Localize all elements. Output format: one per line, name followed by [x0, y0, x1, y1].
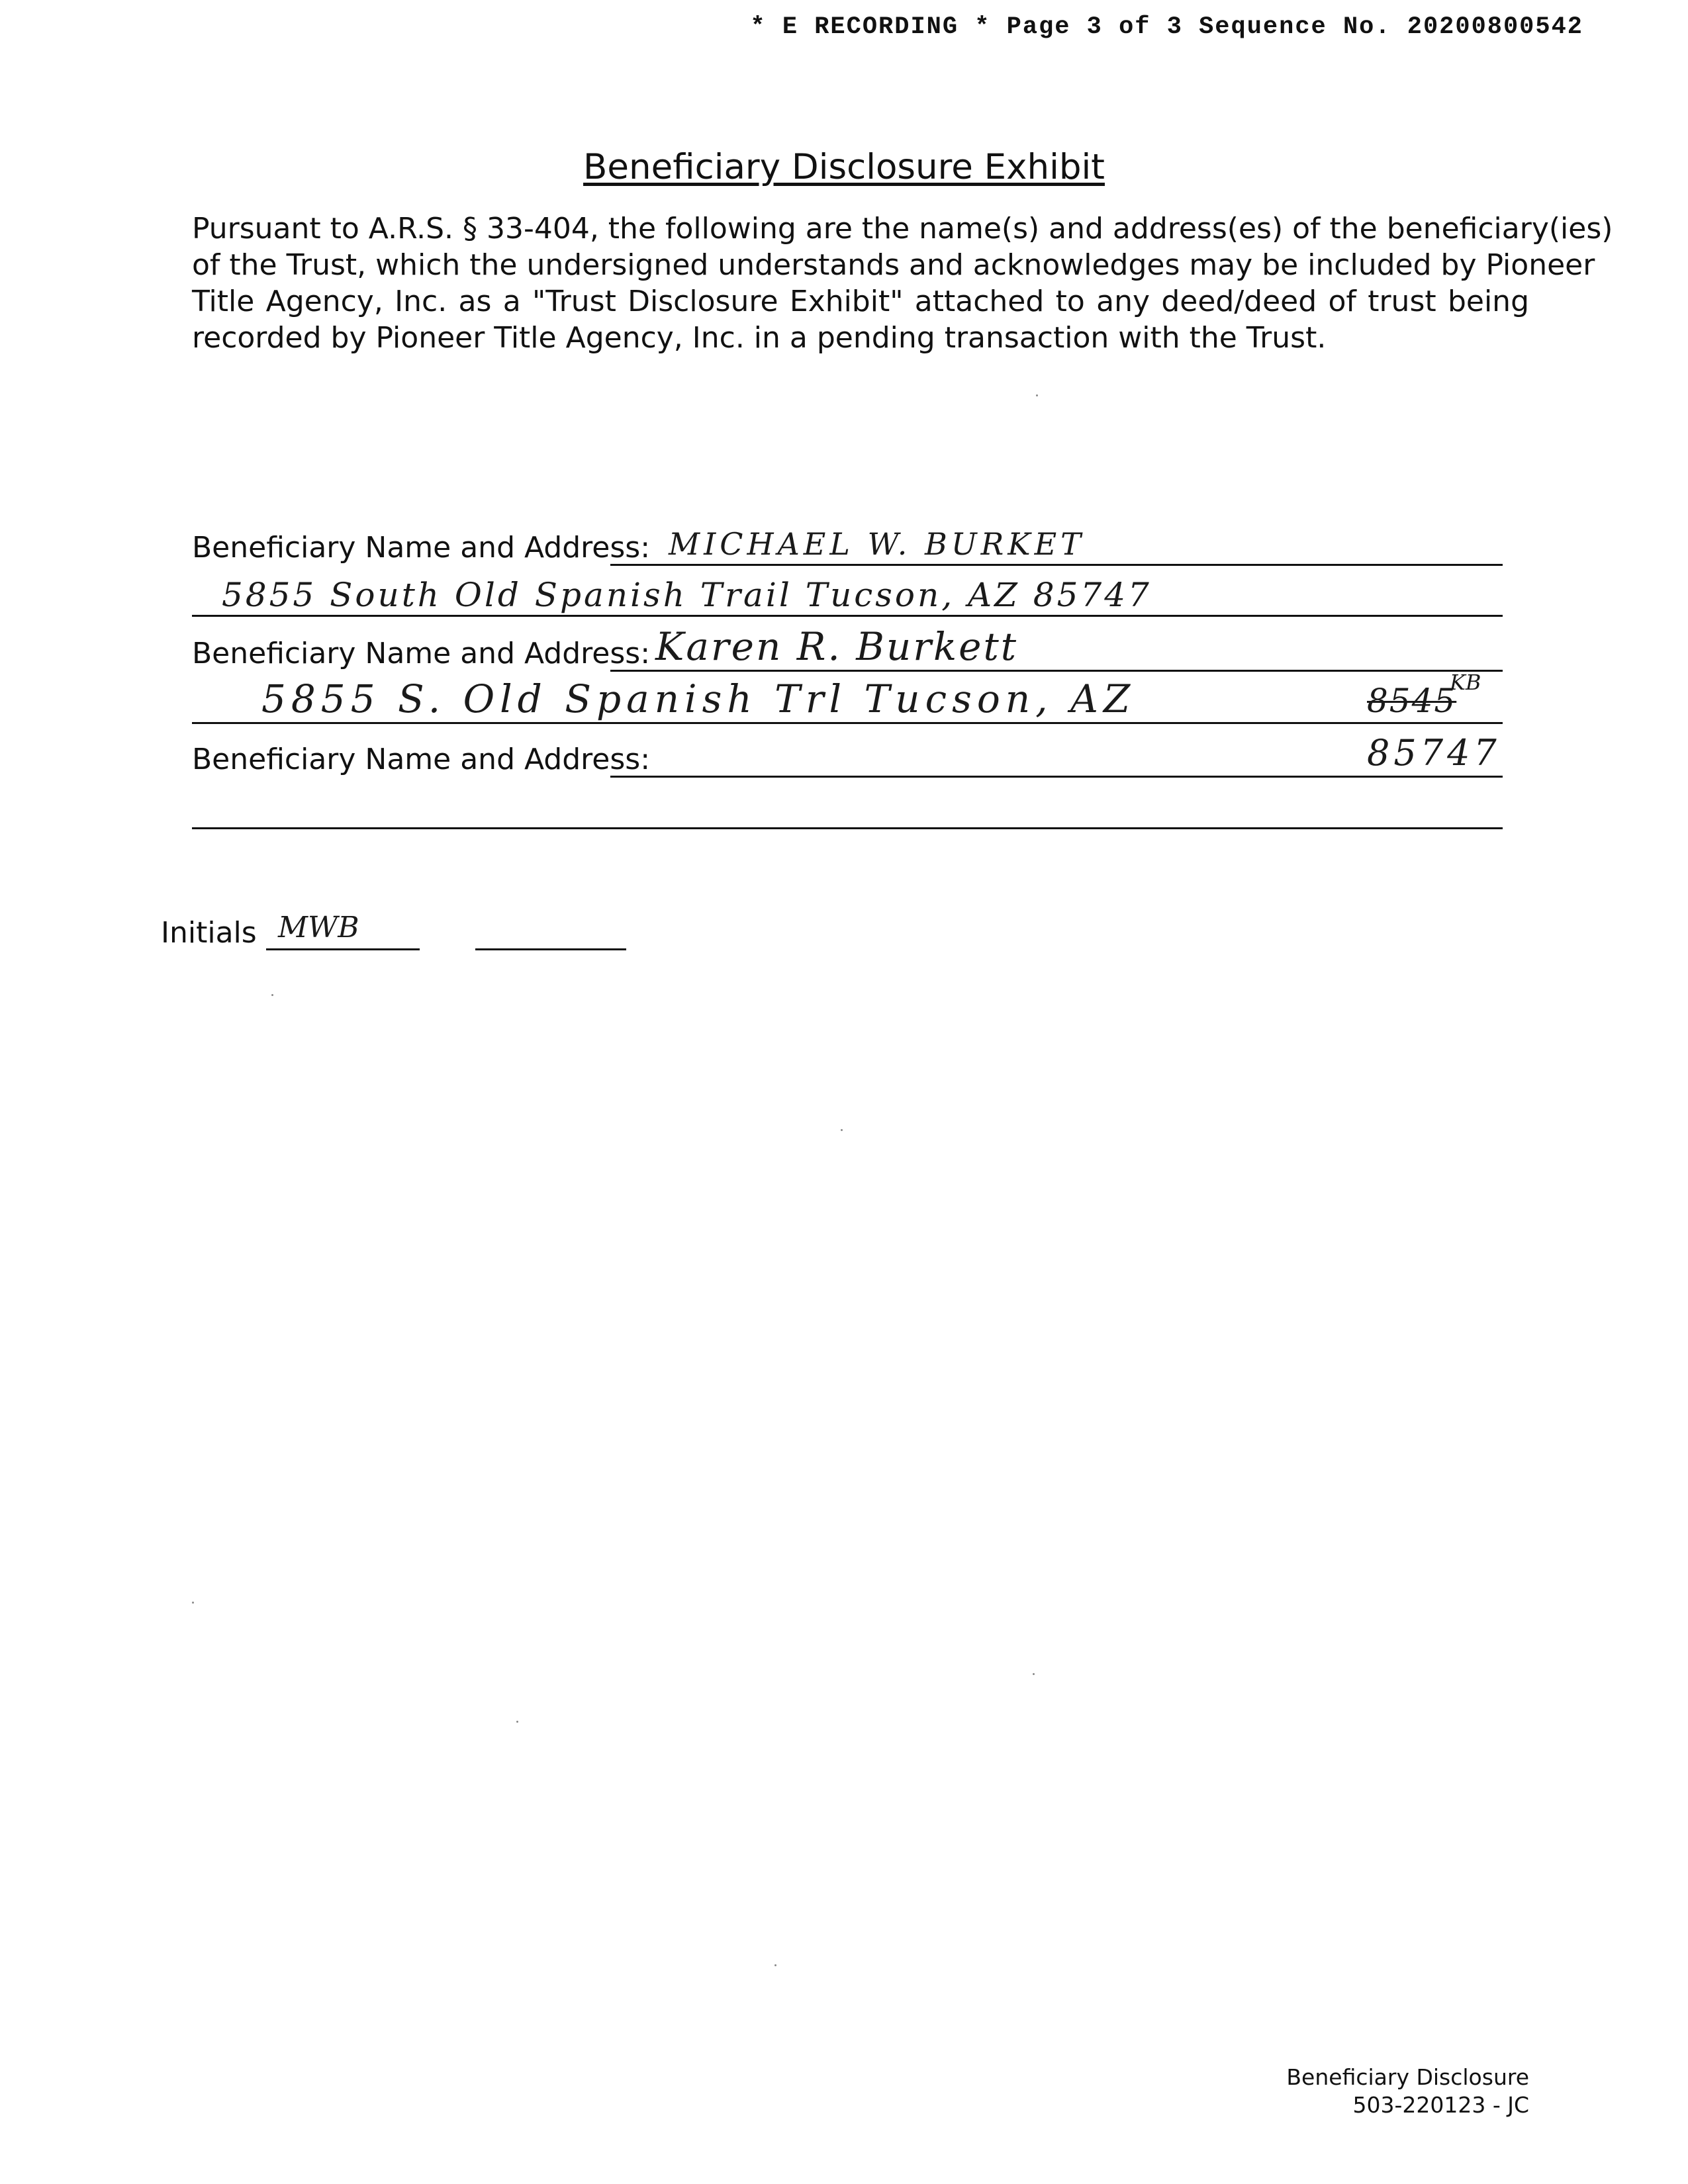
name-line	[610, 670, 1503, 672]
handwritten-address: 5855 S. Old Spanish Trl Tucson, AZ	[261, 676, 1136, 721]
scan-speck	[841, 1129, 843, 1131]
handwritten-name: Karen R. Burkett	[655, 624, 1019, 669]
handwritten-initials: MWB	[278, 911, 359, 944]
initials-label: Initials	[161, 916, 257, 950]
beneficiary-3-address-row	[192, 790, 1503, 829]
intro-line: Title Agency, Inc. as a "Trust Disclosure Exhibit" attached to any deed/deed of trust being	[192, 285, 1529, 318]
initials-line-1	[266, 948, 420, 950]
address-line	[192, 722, 1503, 724]
recording-header: * E RECORDING * Page 3 of 3 Sequence No. 20200800542	[750, 13, 1583, 41]
name-line	[610, 776, 1503, 778]
beneficiary-3-name-row	[192, 732, 1503, 778]
scan-speck	[516, 1721, 518, 1723]
intro-line: Pursuant to A.R.S. § 33-404, the following are the name(s) and address(es) of the beneficiary(ies)	[192, 212, 1613, 246]
scan-speck	[774, 1964, 776, 1966]
intro-paragraph	[192, 210, 1613, 356]
beneficiary-1-address-row	[192, 577, 1503, 617]
struck-zip: 8545	[1367, 682, 1457, 720]
address-line	[192, 615, 1503, 617]
beneficiary-2-address-row	[192, 670, 1503, 724]
scan-speck	[192, 1602, 194, 1604]
address-line	[192, 827, 1503, 829]
document-footer	[1286, 2064, 1529, 2119]
correction-initials: KB	[1450, 670, 1481, 695]
name-line	[610, 564, 1503, 566]
beneficiary-label: Beneficiary Name and Address:	[192, 531, 651, 565]
beneficiary-label: Beneficiary Name and Address:	[192, 743, 651, 776]
handwritten-name: MICHAEL W. BURKET	[669, 526, 1085, 562]
handwritten-address: 5855 South Old Spanish Trail Tucson, AZ 85747	[222, 576, 1152, 614]
intro-line: recorded by Pioneer Title Agency, Inc. in a pending transaction with the Trust.	[192, 321, 1327, 355]
footer-form-name: Beneficiary Disclosure	[1286, 2064, 1529, 2090]
initials-line-2	[475, 948, 626, 950]
scan-speck	[1036, 394, 1038, 396]
beneficiary-label: Beneficiary Name and Address:	[192, 637, 651, 670]
scan-speck	[271, 994, 273, 996]
intro-line: of the Trust, which the undersigned understands and acknowledges may be included by Pioneer	[192, 248, 1595, 282]
exhibit-title: Beneficiary Disclosure Exhibit	[583, 147, 1105, 187]
scan-speck	[1033, 1673, 1035, 1675]
corrected-zip: 85747	[1367, 732, 1501, 774]
beneficiary-2-name-row	[192, 624, 1503, 672]
beneficiary-1-name-row	[192, 526, 1503, 566]
footer-form-code: 503-220123 - JC	[1352, 2092, 1529, 2118]
